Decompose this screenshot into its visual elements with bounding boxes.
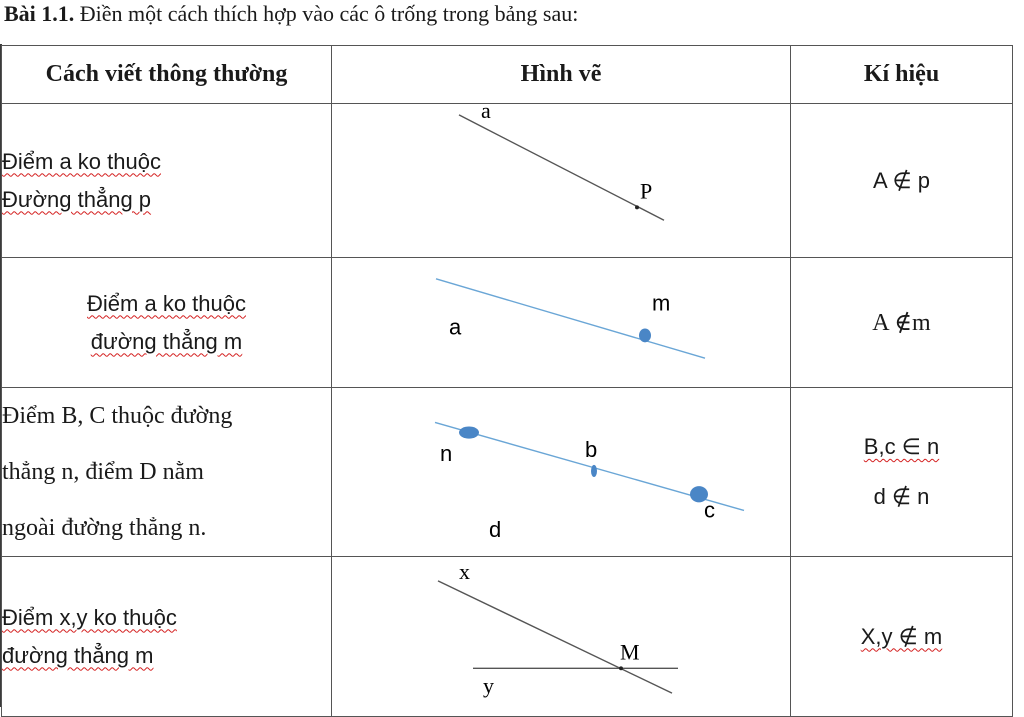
row-4-symbol-line: X,y ∉ m — [860, 623, 943, 649]
row-1-symbol — [791, 104, 1013, 258]
point-n — [459, 426, 479, 438]
row-2-description — [2, 258, 332, 388]
point-on-line-m — [639, 328, 651, 342]
label-y: y — [483, 673, 495, 699]
label-m: m — [652, 290, 671, 316]
row-4-description-line: đường thẳng m — [2, 642, 154, 668]
label-n: n — [440, 440, 453, 466]
row-3-figure — [332, 388, 791, 557]
exercise-table — [1, 45, 1013, 717]
row-1-symbol-line: A ∉ p — [872, 167, 931, 193]
exercise-title — [4, 1, 578, 27]
row-2-figure — [332, 258, 791, 388]
label-d: d — [489, 516, 502, 542]
header-figure: Hình vẽ — [332, 46, 791, 104]
row-4-description — [2, 557, 332, 717]
exercise-number: Bài 1.1. — [4, 1, 75, 26]
line-p — [459, 115, 664, 220]
label-p: P — [640, 178, 653, 204]
row-4-symbol — [791, 557, 1013, 717]
row-1-description-line: Đường thẳng p — [2, 186, 152, 212]
row-2-figure-drawing — [332, 258, 790, 387]
row-3-symbol-line: B,c ∈ n — [863, 434, 940, 459]
point-M — [619, 666, 623, 670]
line-m — [438, 581, 672, 693]
row-2-symbol — [791, 258, 1013, 388]
row-3-symbol — [791, 388, 1013, 557]
label-a: a — [449, 314, 462, 340]
row-1-description-line: Điểm a ko thuộc — [2, 148, 161, 174]
row-3-description — [2, 388, 332, 557]
row-3-description-line: Điểm B, C thuộc đường — [2, 403, 233, 429]
table-row — [2, 388, 1013, 557]
label-c: c — [704, 497, 715, 523]
row-3-symbol-line: d ∉ n — [873, 484, 930, 509]
row-3-description-line: ngoài đường thẳng n. — [2, 515, 207, 541]
point-b — [591, 465, 597, 477]
label-x: x — [459, 558, 471, 584]
table-row — [2, 557, 1013, 717]
row-3-description-line: thẳng n, điểm D nằm — [2, 459, 204, 485]
table-row — [2, 258, 1013, 388]
label-a: a — [481, 104, 491, 123]
row-3-figure-drawing — [332, 388, 790, 556]
row-4-figure-drawing — [332, 557, 790, 716]
row-2-description-line: đường thẳng m — [90, 328, 243, 354]
row-1-description — [2, 104, 332, 258]
point-on-line-p — [635, 205, 639, 209]
table-row — [2, 104, 1013, 258]
label-b: b — [585, 436, 598, 462]
row-2-symbol-line: A ∉m — [872, 310, 931, 336]
header-normal-notation: Cách viết thông thường — [2, 46, 332, 104]
row-4-description-line: Điểm x,y ko thuộc — [2, 604, 177, 630]
header-symbol: Kí hiệu — [791, 46, 1013, 104]
row-1-figure-drawing — [332, 104, 790, 257]
header-row — [2, 46, 1013, 104]
row-1-figure — [332, 104, 791, 258]
row-2-description-line: Điểm a ko thuộc — [87, 290, 246, 316]
label-M: M — [620, 639, 640, 665]
exercise-instruction: Điền một cách thích hợp vào các ô trống trong bảng sau: — [74, 1, 579, 26]
row-4-figure — [332, 557, 791, 717]
